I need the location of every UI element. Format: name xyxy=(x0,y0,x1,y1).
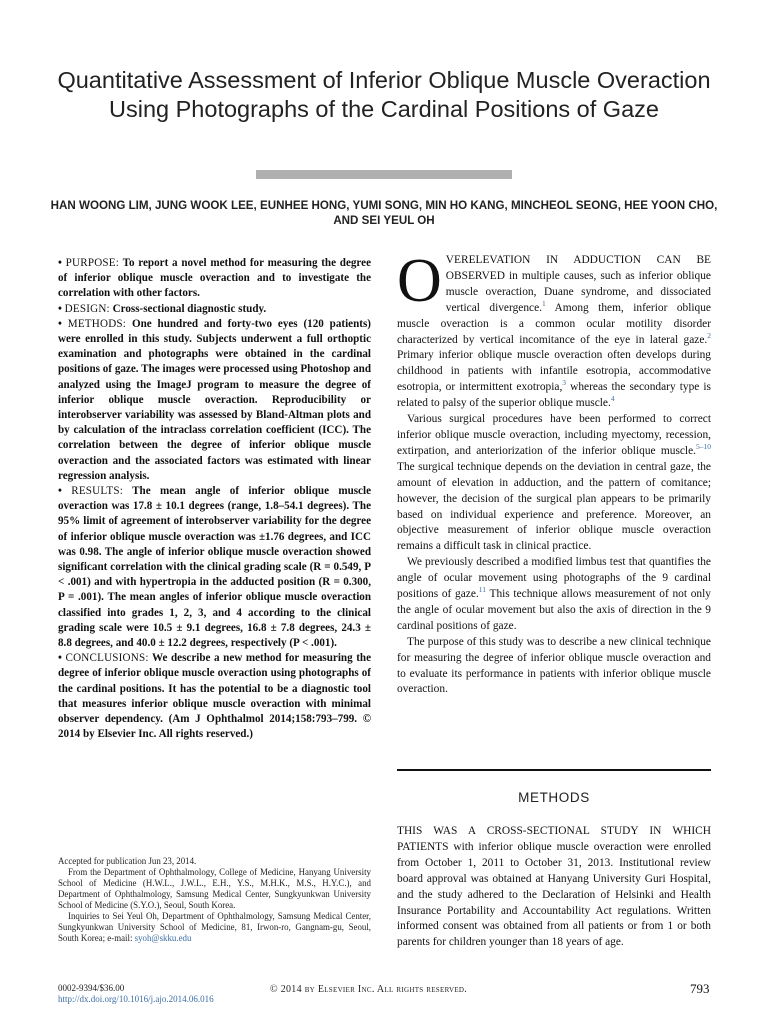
intro-text: This technique allows measurement of not only the angle of ocular movement but also the axis of direction in the 9 cardinal positions of gaze. xyxy=(397,588,711,632)
design-text: Cross-sectional diagnostic study. xyxy=(112,302,267,315)
section-rule xyxy=(397,769,711,771)
intro-paragraph-4: The purpose of this study was to describe a new clinical technique for measuring the degree of inferior oblique muscle overaction and to evaluate its performance in patients with inferior oblique muscle overaction. xyxy=(397,635,711,696)
abstract-results: • RESULTS: The mean angle of inferior oblique muscle overaction was 17.8 ± 10.1 degrees (range, 1.8–54.1 degrees). The 95% limit of agreement of interobserver variability for the degree of inferior oblique muscle overaction was ±1.76 degrees, and ICC was 0.98. The angle of inferior oblique muscle overaction showed significant correlation with the clinical grading scale (R = 0.549, P < .001) and with hypertropia in the adducted position (R = 0.300, P = .001). The mean angles of inferior oblique muscle overaction classified into grades 1, 2, 3, and 4 according to the clinical grading scale were 10.5 ± 9.1 degrees, 16.8 ± 7.8 degrees, 24.3 ± 8.8 degrees, and 40.0 ± 12.2 degrees, respectively (P < .001). xyxy=(58,485,371,650)
drop-cap: O xyxy=(397,247,442,315)
ref-link[interactable]: 3 xyxy=(562,378,567,388)
methods-lead: THIS WAS A CROSS-SECTIONAL STUDY IN WHICH PATIENTS xyxy=(397,825,711,853)
intro-text: We previously described a modified limbus test that quantifies the angle of ocular movement using photographs of the 9 cardinal positions of gaze. xyxy=(397,556,711,601)
results-label: RESULTS: xyxy=(71,485,123,498)
conclusions-label: CONCLUSIONS: xyxy=(65,652,149,665)
article-title: Quantitative Assessment of Inferior Oblique Muscle Overaction Using Photographs of the Cardinal Positions of Gaze xyxy=(57,67,711,122)
accepted-date: Accepted for publication Jun 23, 2014. xyxy=(58,856,197,866)
title-divider-bar xyxy=(256,170,512,179)
affiliation: From the Department of Ophthalmology, College of Medicine, Hanyang University School of Medicine (H.W.L., J.W.L., E.H., Y.S., M.H.K., M.S., H.Y.C.), and Department of Ophthalmology, Samsung Medical Center, Sungkyunkwan University School of Medicine (S.Y.O.), Seoul, South Korea. xyxy=(58,867,371,910)
citation: (Am J Ophthalmol 2014;158:793–799. © 2014 by Elsevier Inc. All rights reserved.) xyxy=(58,713,371,741)
intro-text: Primary inferior oblique muscle overaction often develops during childhood in patients with infantile esotropia, accommodative esotropia, or intermittent exotropia, xyxy=(397,349,711,394)
ref-link[interactable]: 1 xyxy=(541,298,546,308)
ref-link[interactable]: 11 xyxy=(478,585,486,595)
intro-text: The surgical technique depends on the deviation in central gaze, the amount of elevation in adduction, and the pattern of comitance; however, the decision of the surgical plan appears to be primarily based on individual experience and preference. Moreover, an objective measurement of inferior oblique muscle overaction remains a difficult task in clinical practice. xyxy=(397,460,711,553)
abstract-conclusions: • CONCLUSIONS: We describe a new method for measuring the degree of inferior oblique muscle overaction using photographs of the cardinal positions. It has the potential to be a diagnostic tool that measures inferior oblique muscle overaction with minimal observer dependency. (Am J Ophthalmol 2014;158:793–799. © 2014 by Elsevier Inc. All rights reserved.) xyxy=(58,652,371,741)
ref-link[interactable]: 4 xyxy=(610,394,615,404)
doi-link[interactable]: http://dx.doi.org/10.1016/j.ajo.2014.06.016 xyxy=(58,994,214,1004)
issn: 0002-9394/$36.00 xyxy=(58,983,125,993)
purpose-label: PURPOSE: xyxy=(65,257,120,269)
inquiries-text: Inquiries to Sei Yeul Oh, Department of Ophthalmology, Samsung Medical Center, Sungkyunkwan University School of Medicine, 81, Irwon-ro, Gangnam-gu, Seoul, South Korea; e-mail: xyxy=(58,911,371,943)
intro-text: whereas the secondary type is related to palsy of the superior oblique muscle. xyxy=(397,381,711,410)
footer-identifiers xyxy=(58,983,214,1005)
inquiries xyxy=(58,911,371,944)
intro-text: Among them, inferior oblique muscle overaction is a common ocular motility disorder characterized by vertical incomitance of the eye in lateral gaze. xyxy=(397,301,711,346)
methods-heading: METHODS xyxy=(518,790,590,805)
abstract xyxy=(58,256,371,743)
intro-paragraph-1 xyxy=(397,247,711,412)
methods-label: METHODS: xyxy=(67,317,127,330)
methods-body: with inferior oblique muscle overaction were enrolled from October 1, 2011 to October 31, 2013. Institutional review board approval was obtained at Hanyang University Guri Hospital, and the study adhered to the Declaration of Helsinki and Health Insurance Portability and Accountability Act regulations. Written informed consent was obtained from all patients or from 1 or both parents for children younger than 18 years of age. xyxy=(397,840,711,949)
intro-paragraph-2 xyxy=(397,412,711,555)
page-number: 793 xyxy=(690,981,710,996)
methods-text: One hundred and forty-two eyes (120 patients) were enrolled in this study. Subjects underwent a full orthoptic examination and photographs were obtained in the cardinal positions of gaze. The images were processed using Photoshop and analyzed using the ImageJ program to measure the degree of inferior oblique muscle overaction. Reproducibility or interobserver variability was assessed by Bland-Altman plots and by calculation of the intraclass correlation coefficient (ICC). The correlation between the degree of inferior oblique muscle overaction and the associated factors was estimated with linear regression analysis. xyxy=(58,317,371,482)
methods-paragraph xyxy=(397,824,711,951)
abstract-purpose: • PURPOSE: To report a novel method for measuring the degree of inferior oblique muscle overaction and to investigate the correlation with other factors. xyxy=(58,257,371,300)
introduction xyxy=(397,247,711,698)
intro-paragraph-3 xyxy=(397,555,711,635)
ref-link[interactable]: 2 xyxy=(707,330,711,340)
intro-text: Various surgical procedures have been performed to correct inferior oblique muscle overaction, including myectomy, recession, extirpation, and anteriorization of the inferior oblique muscle. xyxy=(397,413,711,457)
intro-lead: VERELEVATION IN ADDUCTION CAN BE OBSERVED xyxy=(445,254,711,282)
footer-copyright: © 2014 by Elsevier Inc. All rights reserved. xyxy=(270,984,468,995)
abstract-methods: • METHODS: One hundred and forty-two eyes (120 patients) were enrolled in this study. Subjects underwent a full orthoptic examination and photographs were obtained in the cardinal positions of gaze. The images were processed using Photoshop and analyzed using the ImageJ program to measure the degree of inferior oblique muscle overaction. Reproducibility or interobserver variability was assessed by Bland-Altman plots and by calculation of the intraclass correlation coefficient (ICC). The correlation between the degree of inferior oblique muscle overaction and the associated factors was estimated with linear regression analysis. xyxy=(58,317,371,482)
design-label: DESIGN: xyxy=(64,302,110,315)
intro-text: in multiple causes, such as inferior oblique muscle overaction, Duane syndrome, and dissociated vertical divergence. xyxy=(445,269,711,314)
ref-link[interactable]: 5–10 xyxy=(696,442,711,452)
results-text: The mean angle of inferior oblique muscle overaction was 17.8 ± 10.1 degrees (range, 1.8–54.1 degrees). The 95% limit of agreement of interobserver variability for the degree of inferior oblique muscle overaction was ±1.76 degrees, and ICC was 0.98. The angle of inferior oblique muscle overaction showed significant correlation with the clinical grading scale (R = 0.549, P < .001) and with hypertropia in the adducted position (R = 0.300, P = .001). The mean angles of inferior oblique muscle overaction classified into grades 1, 2, 3, and 4 according to the clinical grading scale were 10.5 ± 9.1 degrees, 16.8 ± 7.8 degrees, 24.3 ± 8.8 degrees, and 40.0 ± 12.2 degrees, respectively (P < .001). xyxy=(58,485,371,650)
abstract-design: • DESIGN: Cross-sectional diagnostic study. xyxy=(58,302,267,315)
footnote xyxy=(58,856,371,944)
author-list: HAN WOONG LIM, JUNG WOOK LEE, EUNHEE HONG, YUMI SONG, MIN HO KANG, MINCHEOL SEONG, HEE YOON CHO, AND SEI YEUL OH xyxy=(50,199,718,227)
email-link[interactable]: syoh@skku.edu xyxy=(134,933,192,943)
conclusions-text: We describe a new method for measuring the degree of inferior oblique muscle overaction using photographs of the cardinal positions. It has the potential to be a diagnostic tool that measures inferior oblique muscle overaction with minimal observer dependency. xyxy=(58,652,371,726)
purpose-text: To report a novel method for measuring the degree of inferior oblique muscle overaction and to investigate the correlation with other factors. xyxy=(58,257,371,300)
